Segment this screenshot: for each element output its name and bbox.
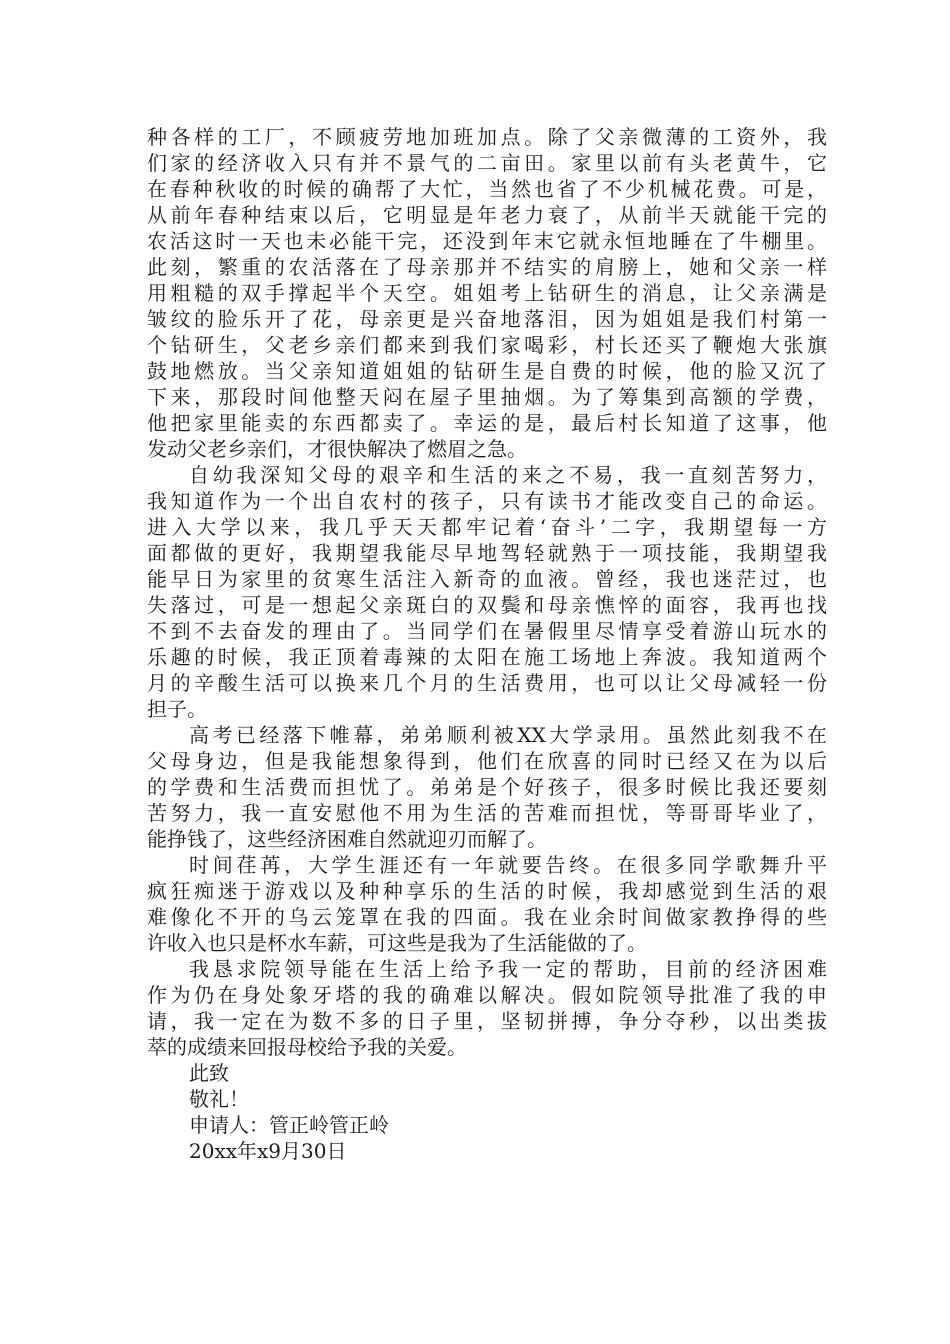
applicant-signature: 申请人：管正岭管正岭 <box>189 1113 389 1137</box>
text-line: 他把家里能卖的东西都卖了。幸运的是，最后村长知道了这事，他 <box>147 411 827 435</box>
text-line: 的学费和生活费而担忧了。弟弟是个好孩子，很多时候比我还要刻 <box>147 775 827 799</box>
letter-date: 20xx年x9月30日 <box>189 1139 347 1163</box>
salutation-line: 此致 <box>189 1061 229 1085</box>
paragraph-4 <box>147 852 827 956</box>
text-line: 月的辛酸生活可以换来几个月的生活费用，也可以让父母减轻一份 <box>147 671 827 695</box>
paragraph-3 <box>147 722 827 852</box>
text-line: 进入大学以来，我几乎天天都牢记着‘奋斗’二字，我期望每一方 <box>147 515 827 539</box>
text-line: 不到不去奋发的理由了。当同学们在暑假里尽情享受着游山玩水的 <box>147 619 827 643</box>
text-line: 担子。 <box>147 697 207 721</box>
text-line: 许收入也只是杯水车薪，可这些是我为了生活能做的了。 <box>147 931 647 955</box>
salutation-line: 敬礼！ <box>189 1087 249 1111</box>
text-line: 萃的成绩来回报母校给予我的关爱。 <box>147 1035 467 1059</box>
letter-body <box>147 124 827 1164</box>
paragraph-5 <box>147 956 827 1060</box>
text-line: 鼓地燃放。当父亲知道姐姐的钻研生是自费的时候，他的脸又沉了 <box>147 359 827 383</box>
text-line: 在春种秋收的时候的确帮了大忙，当然也省了不少机械花费。可是， <box>147 177 827 201</box>
text-line: 农活这时一天也未必能干完，还没到年末它就永恒地睡在了牛棚里。 <box>147 229 827 253</box>
text-line: 能早日为家里的贫寒生活注入新奇的血液。曾经，我也迷茫过，也 <box>147 567 827 591</box>
text-line: 此刻，繁重的农活落在了母亲那并不结实的肩膀上，她和父亲一样 <box>147 255 827 279</box>
text-line: 苦努力，我一直安慰他不用为生活的苦难而担忧，等哥哥毕业了， <box>147 801 827 825</box>
text-line: 面都做的更好，我期望我能尽早地驾轻就熟于一项技能，我期望我 <box>147 541 827 565</box>
text-line: 我恳求院领导能在生活上给予我一定的帮助，目前的经济困难 <box>189 957 827 981</box>
text-line: 下来，那段时间他整天闷在屋子里抽烟。为了筹集到高额的学费， <box>147 385 827 409</box>
text-line: 疯狂痴迷于游戏以及种种享乐的生活的时候，我却感觉到生活的艰 <box>147 879 827 903</box>
text-line: 时间荏苒，大学生涯还有一年就要告终。在很多同学歌舞升平 <box>189 853 827 877</box>
text-line: 从前年春种结束以后，它明显是年老力衰了，从前半天就能干完的 <box>147 203 827 227</box>
text-line: 用粗糙的双手撑起半个天空。姐姐考上钻研生的消息，让父亲满是 <box>147 281 827 305</box>
text-line: 请，我一定在为数不多的日子里，坚韧拼搏，争分夺秒，以出类拔 <box>147 1009 827 1033</box>
text-line: 难像化不开的乌云笼罩在我的四面。我在业余时间做家教挣得的些 <box>147 905 827 929</box>
text-line: 失落过，可是一想起父亲斑白的双鬓和母亲憔悴的面容，我再也找 <box>147 593 827 617</box>
text-line: 能挣钱了，这些经济困难自然就迎刃而解了。 <box>147 827 547 851</box>
text-line: 个钻研生，父老乡亲们都来到我们家喝彩，村长还买了鞭炮大张旗 <box>147 333 827 357</box>
text-line: 乐趣的时候，我正顶着毒辣的太阳在施工场地上奔波。我知道两个 <box>147 645 827 669</box>
paragraph-2 <box>147 462 827 722</box>
text-line: 我知道作为一个出自农村的孩子，只有读书才能改变自己的命运。 <box>147 489 827 513</box>
text-line: 皱纹的脸乐开了花，母亲更是兴奋地落泪，因为姐姐是我们村第一 <box>147 307 827 331</box>
paragraph-1 <box>147 124 827 462</box>
text-line: 高考已经落下帷幕，弟弟顺利被XX大学录用。虽然此刻我不在 <box>189 723 827 747</box>
text-line: 父母身边，但是我能想象得到，他们在欣喜的同时已经又在为以后 <box>147 749 827 773</box>
letter-closing <box>147 1060 827 1164</box>
text-line: 种各样的工厂，不顾疲劳地加班加点。除了父亲微薄的工资外，我 <box>147 125 827 149</box>
text-line: 作为仍在身处象牙塔的我的确难以解决。假如院领导批准了我的申 <box>147 983 827 1007</box>
text-line: 自幼我深知父母的艰辛和生活的来之不易，我一直刻苦努力， <box>189 463 827 487</box>
text-line: 发动父老乡亲们，才很快解决了燃眉之急。 <box>147 437 527 461</box>
text-line: 们家的经济收入只有并不景气的二亩田。家里以前有头老黄牛，它 <box>147 151 827 175</box>
